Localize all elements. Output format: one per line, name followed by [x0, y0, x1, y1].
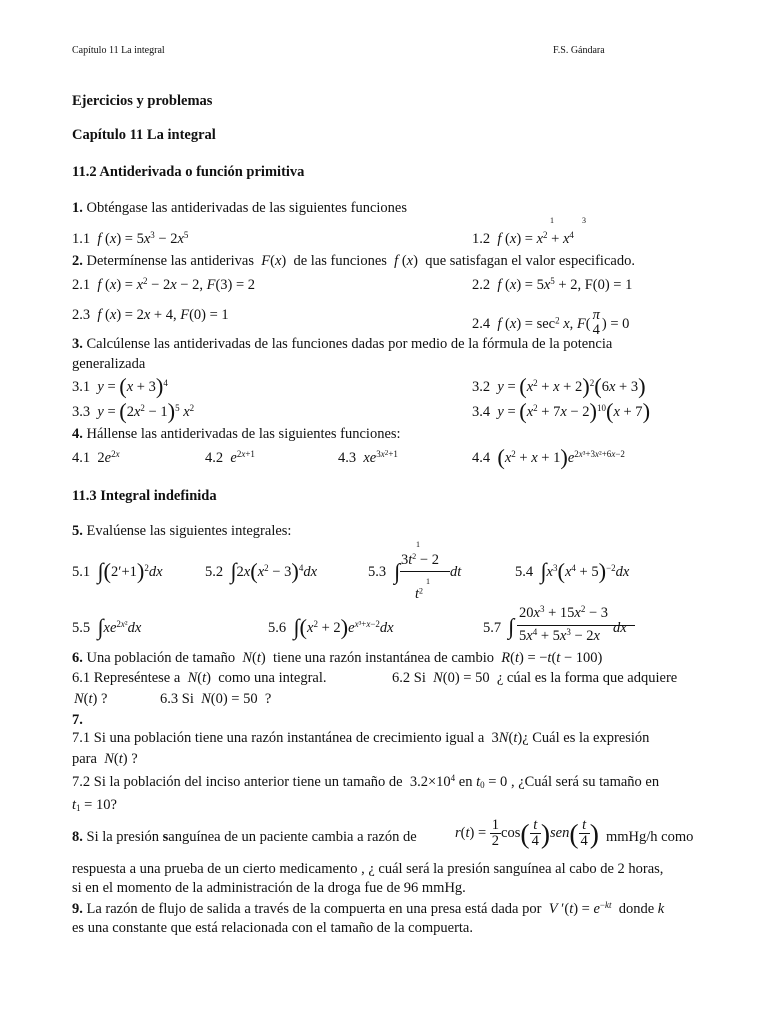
exercise-4-4: 4.4 $(x^2 + x + 1)e^{2x^3+3x^2+6x-2}$ — [472, 444, 625, 470]
problem-4-statement: 4. Hállense las antiderivadas de las siguientes funciones: — [72, 426, 401, 442]
problem-1-statement: 1. Obténgase las antiderivadas de las siguientes funciones — [72, 200, 408, 216]
exercise-3-2: 3.2 $y = (x^2 + x + 2)^2(6x + 3)$ — [472, 373, 646, 399]
problem-6-2: 6.2 Si N(0) = 50 ¿ cúal es la forma que adquiere — [392, 670, 678, 686]
chapter-heading: Capítulo 11 La integral — [72, 127, 216, 143]
exercise-2-3: 2.3 f (x) = 2x + 4, F(0) = 1 — [72, 307, 229, 323]
problem-7-2: 7.2 Si la población del inciso anterior tiene un tamaño de $3.2\times 10^4$ en $t_0 = 0$ , ¿Cuál será su tamaño en — [72, 773, 660, 791]
page-title: Ejercicios y problemas — [72, 93, 213, 109]
problem-5-statement: 5. Evalúense las siguientes integrales: — [72, 523, 292, 539]
exercise-4-2: 4.2 $e^{2x+1}$ — [205, 449, 255, 466]
exercise-4-1: 4.1 $2e^{2x}$ — [72, 449, 120, 466]
problem-6-line-1: 6.1 Represéntese a N(t) como una integral. — [72, 670, 327, 686]
problem-6-statement: 6. Una población de tamaño N(t) tiene una razón instantánea de cambio R(t) = −t(t − 100) — [72, 650, 603, 666]
exercise-5-4: 5.4 $\int x^3(x^4 + 5)^{-2}dx$ — [515, 558, 630, 584]
exercise-5-2: 5.2 $\int 2x(x^2 - 3)^4dx$ — [205, 558, 317, 584]
exercise-4-3: 4.3 $xe^{3x^2+1}$ — [338, 448, 398, 466]
exercise-1-1: 1.1 f $(x) = 5x^3 - 2x^5$ — [72, 230, 189, 247]
problem-7-number: 7. — [72, 712, 83, 728]
exercise-2-2: 2.2 f $(x) = 5x^5 + 2$, F(0) = 1 — [472, 276, 633, 293]
exercise-5-6: 5.6 $\int(x^2 + 2)e^{x^3+x-2}dx$ — [268, 614, 394, 640]
problem-8-line-2: respuesta a una prueba de un cierto medicamento , ¿ cuál será la presión sanguínea al cabo de 2 horas, — [72, 861, 664, 877]
problem-7-2-cont: $t_1 = 10$? — [72, 797, 117, 814]
running-header-right: F.S. Gándara — [553, 45, 605, 56]
problem-7-1-cont: para N(t) ? — [72, 751, 138, 767]
exercise-3-3: 3.3 $y = (2x^2 - 1)^5$ $x^2$ — [72, 398, 195, 424]
exercise-1-2: 1.2 f $(x) = x^2 + x^4$ — [472, 230, 574, 247]
running-header-left: Capítulo 11 La integral — [72, 45, 165, 56]
problem-9-line-2: es una constante que está relacionada con el tamaño de la compuerta. — [72, 920, 473, 936]
problem-3-statement-cont: generalizada — [72, 356, 146, 372]
section-heading-11-3: 11.3 Integral indefinida — [72, 488, 217, 504]
problem-6-line-2: N(t) ? — [74, 691, 108, 707]
exercise-3-1: 3.1 $y = (x + 3)^4$ — [72, 373, 168, 399]
section-heading-11-2: 11.2 Antiderivada o función primitiva — [72, 164, 305, 180]
problem-9-statement: 9. La razón de flujo de salida a través de la compuerta en una presa está dada por V $'(t) = e^{-kt}$ donde k — [72, 900, 665, 917]
exercise-3-4: 3.4 $y = (x^2 + 7x - 2)^{10}(x + 7)$ — [472, 398, 651, 424]
exercise-5-1: 5.1 $\int(2'+1)^2dx$ — [72, 558, 163, 584]
exercise-2-4: 2.4 f $(x) = \sec^2 x$, F( π 4 ) = 0 — [472, 307, 630, 339]
problem-8-line-3: si en el momento de la administración de la droga fue de 96 mmHg. — [72, 880, 466, 896]
problem-8-rate-formula: r(t) = $\frac{1}{2}$ cos( $\frac{t}{4}$ )sen( $\frac{t}{4}$ ) — [455, 817, 599, 850]
problem-7-1: 7.1 Si una población tiene una razón instantánea de crecimiento igual a 3N(t)¿ Cuál es la expresión — [72, 730, 650, 746]
problem-8-units: mmHg/h como — [606, 829, 694, 845]
problem-8-statement: 8. Si la presión sanguínea de un paciente cambia a razón de — [72, 829, 417, 845]
exercise-2-1: 2.1 f $(x) = x^2 - 2x - 2$, F(3) = 2 — [72, 276, 256, 293]
exercise-5-5: 5.5 $\int xe^{2x^2}dx$ — [72, 614, 142, 640]
problem-6-3: 6.3 Si N(0) = 50 ? — [160, 691, 272, 707]
problem-2-statement: 2. Determínense las antiderivas F(x) de las funciones f (x) que satisfagan el valor especificado. — [72, 253, 635, 269]
problem-3-statement: 3. Calcúlense las antiderivadas de las funciones dadas por medio de la fórmula de la potencia — [72, 336, 613, 352]
